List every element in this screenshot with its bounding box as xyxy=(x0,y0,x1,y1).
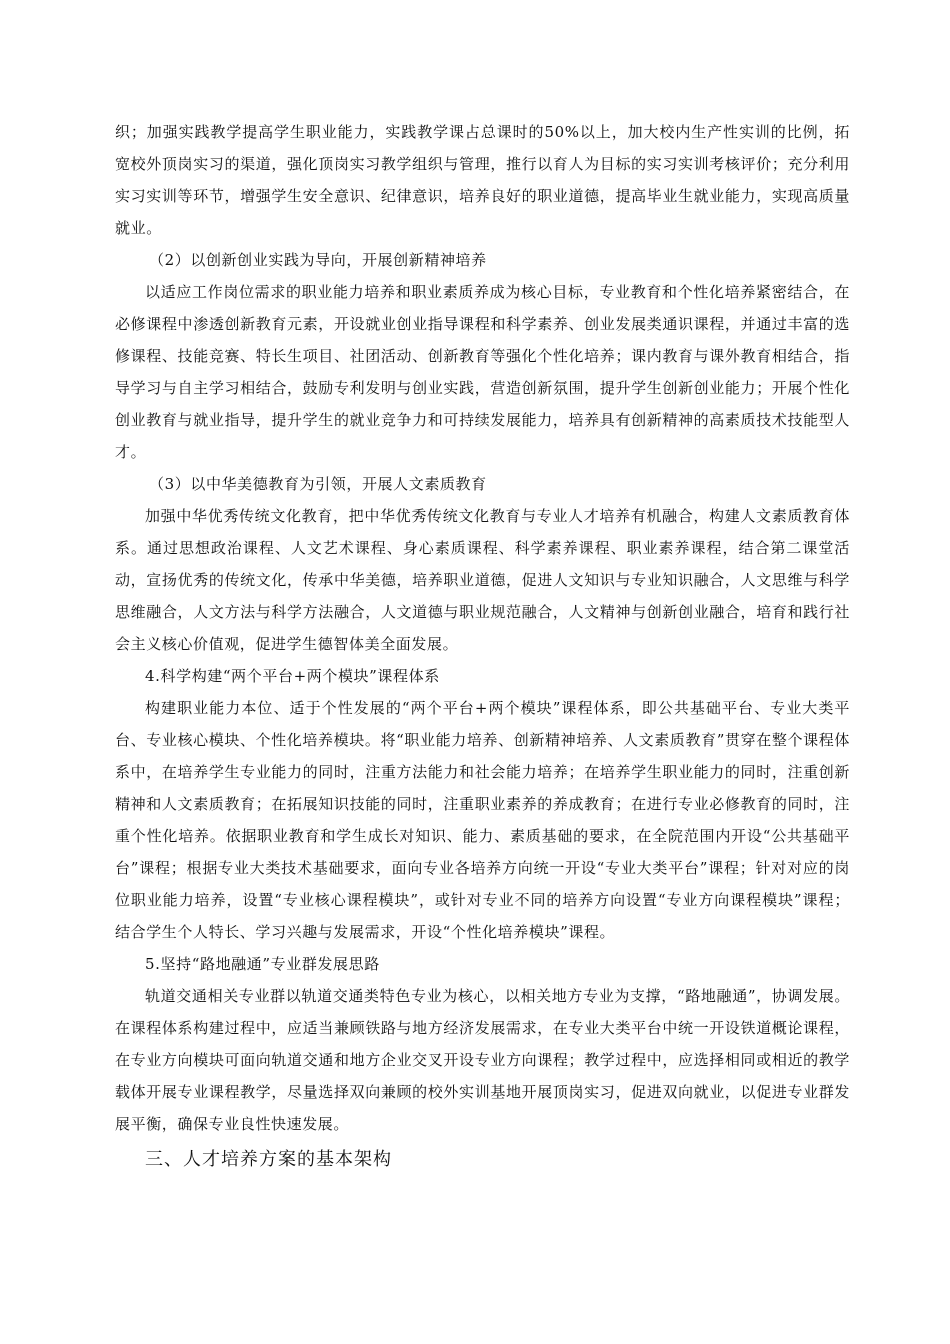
subheading-innovation: （2）以创新创业实践为导向，开展创新精神培养 xyxy=(149,251,487,269)
section-heading-curriculum: 4.科学构建“两个平台+两个模块”课程体系 xyxy=(145,667,440,685)
section-heading-integration: 5.坚持“路地融通”专业群发展思路 xyxy=(145,955,380,973)
paragraph-curriculum: 构建职业能力本位、适于个性发展的“两个平台+两个模块”课程体系，即公共基础平台、专业大类平台、专业核心模块、个性化培养模块。将“职业能力培养、创新精神培养、人文素质教育”贯穿在整个课程体系中，在培养学生专业能力的同时，注重方法能力和社会能力培养；在培养学生职业能力的同时，注重创新精神和人文素质教育；在拓展知识技能的同时，注重职业素养的养成教育；在进行专业必修教育的同时，注重个性化培养。依据职业教育和学生成长对知识、能力、素质基础的要求，在全院范围内开设“公共基础平台”课程；根据专业大类技术基础要求，面向专业各培养方向统一开设“专业大类平台”课程；针对对应的岗位职业能力培养，设置“专业核心课程模块”，或针对专业不同的培养方向设置“专业方向课程模块”课程；结合学生个人特长、学习兴趣与发展需求，开设“个性化培养模块”课程。 xyxy=(115,699,850,941)
subheading-humanities: （3）以中华美德教育为引领，开展人文素质教育 xyxy=(149,475,487,493)
paragraph-integration: 轨道交通相关专业群以轨道交通类特色专业为核心，以相关地方专业为支撑，“路地融通”，协调发展。在课程体系构建过程中，应适当兼顾铁路与地方经济发展需求，在专业大类平台中统一开设铁道概论课程，在专业方向模块可面向轨道交通和地方企业交叉开设专业方向课程；教学过程中，应选择相同或相近的教学载体开展专业课程教学，尽量选择双向兼顾的校外实训基地开展顶岗实习，促进双向就业，以促进专业群发展平衡，确保专业良性快速发展。 xyxy=(115,987,850,1133)
chapter-heading-framework: 三、人才培养方案的基本架构 xyxy=(145,1149,392,1170)
paragraph-humanities: 加强中华优秀传统文化教育，把中华优秀传统文化教育与专业人才培养有机融合，构建人文素质教育体系。通过思想政治课程、人文艺术课程、身心素质课程、科学素养课程、职业素养课程，结合第二课堂活动，宣扬优秀的传统文化，传承中华美德，培养职业道德，促进人文知识与专业知识融合，人文思维与科学思维融合，人文方法与科学方法融合，人文道德与职业规范融合，人文精神与创新创业融合，培育和践行社会主义核心价值观，促进学生德智体美全面发展。 xyxy=(115,507,850,653)
paragraph-practice-teaching: 织；加强实践教学提高学生职业能力，实践教学课占总课时的50%以上，加大校内生产性实训的比例，拓宽校外顶岗实习的渠道，强化顶岗实习教学组织与管理，推行以育人为目标的实习实训考核评价；充分利用实习实训等环节，增强学生安全意识、纪律意识，培养良好的职业道德，提高毕业生就业能力，实现高质量就业。 xyxy=(115,123,850,237)
page-content xyxy=(115,116,850,1178)
paragraph-innovation: 以适应工作岗位需求的职业能力培养和职业素质养成为核心目标，专业教育和个性化培养紧密结合，在必修课程中渗透创新教育元素，开设就业创业指导课程和科学素养、创业发展类通识课程，并通过丰富的选修课程、技能竞赛、特长生项目、社团活动、创新教育等强化个性化培养；课内教育与课外教育相结合，指导学习与自主学习相结合，鼓励专利发明与创业实践，营造创新氛围，提升学生创新创业能力；开展个性化创业教育与就业指导，提升学生的就业竞争力和可持续发展能力，培养具有创新精神的高素质技术技能型人才。 xyxy=(115,283,850,461)
